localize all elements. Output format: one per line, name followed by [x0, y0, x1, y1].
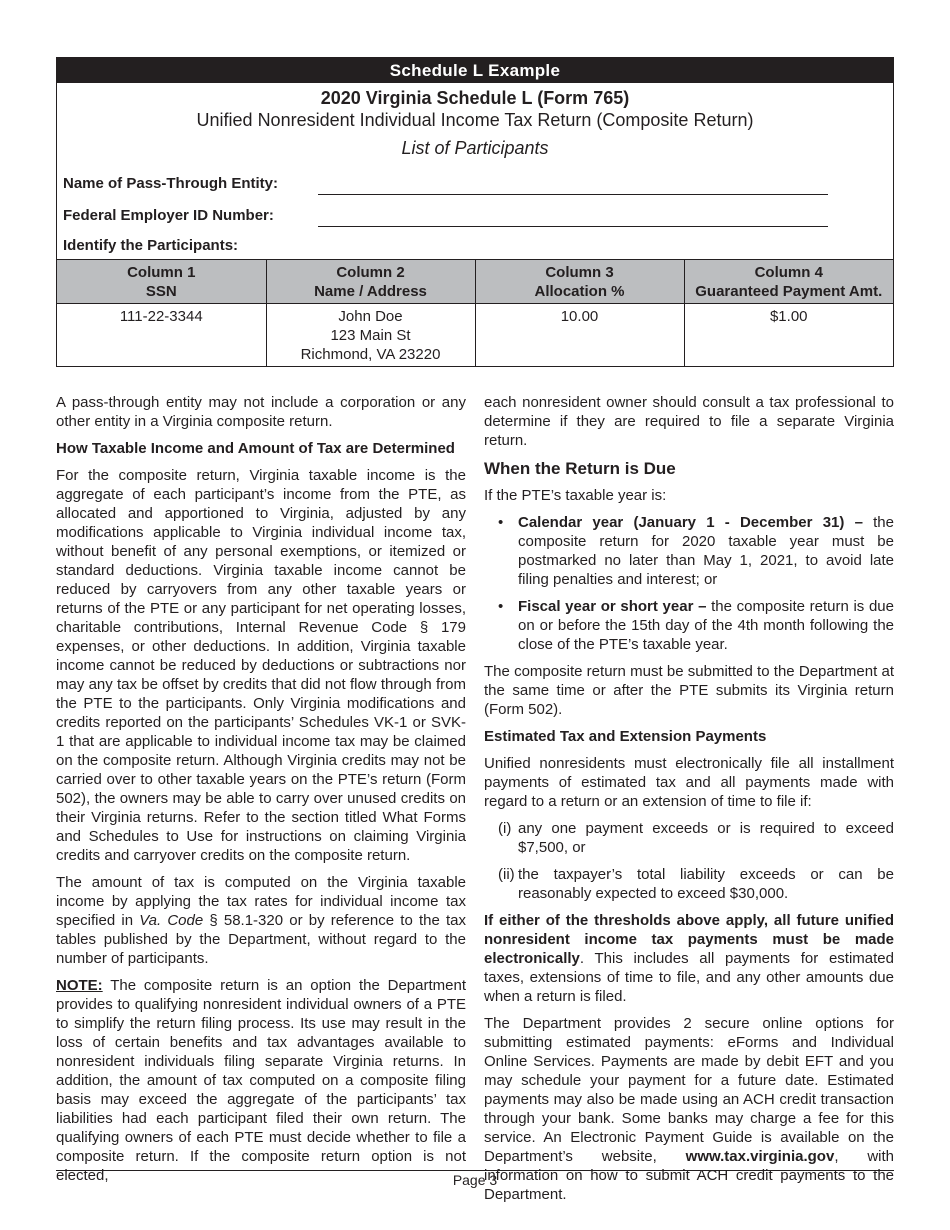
section-heading: Estimated Tax and Extension Payments [484, 728, 767, 745]
fein-row [57, 203, 893, 235]
form-title: 2020 Virginia Schedule L (Form 765) [320, 88, 630, 108]
column-header [57, 260, 266, 304]
paragraph: If the PTE’s taxable year is: [484, 487, 667, 504]
column-number: Column 3 [545, 264, 614, 281]
text-run: The Department provides 2 secure online options for submitting estimated payments: eForms and Individual Online Services. Payments are made by debit EFT and you may schedule your payment for a future date. Estimated payments may also be made using an ACH credit transaction through your bank. Some banks may charge a fee for this service. An Electronic Payment Guide is available on the Department’s website, [484, 1015, 894, 1165]
fein-field[interactable] [318, 203, 828, 227]
column-header [475, 260, 684, 304]
column-number: Column 4 [754, 264, 823, 281]
participant-city: Richmond, VA 23220 [300, 346, 441, 363]
table-header-row [57, 260, 893, 304]
left-column [56, 393, 466, 1193]
paragraph: A pass-through entity may not include a corporation or any other entity in a Virginia composite return. [56, 394, 466, 430]
name-address-cell [266, 304, 475, 367]
list-item [484, 865, 894, 903]
text-run: , with information on how to submit ACH credit payments to the Department. [484, 1148, 894, 1203]
section-heading: When the Return is Due [484, 459, 676, 478]
list-number: (i) [498, 820, 512, 837]
allocation-cell: 10.00 [475, 304, 684, 367]
section-heading: How Taxable Income and Amount of Tax are Determined [56, 440, 455, 457]
code-citation: Va. Code [139, 912, 204, 929]
text-run: The composite return is an option the Department provides to qualifying nonresident individual owners of a PTE to simplify the return filing process. Its use may result in the loss of certain benefits and tax advantages available to nonresident individuals filing separate Virginia returns. In addition, the amount of tax computed on a composite filing basis may exceed the aggregate of the participants’ tax liabilities had each participant filed their own return. The qualifying owners of each PTE must decide whether to file a composite return. If the composite return option is not elected, [56, 977, 466, 1184]
column-title: Name / Address [314, 283, 427, 300]
paragraph: For the composite return, Virginia taxable income is the aggregate of each participant’s income from the PTE, as allocated and apportioned to Virginia, adjusted by any modifications applicable to Virginia individual income tax, without benefit of any personal exemptions, or itemized or standard deductions. Virginia taxable income cannot be reduced by carryovers from any other taxable years or returns of the PTE or any participant for net operating losses, charitable contributions, Internal Revenue Code § 179 expenses, or other deductions. In addition, Virginia taxable income cannot be reduced by deductions or subtractions nor may any tax be offset by credits that did not flow through from the PTE to the participants. Only Virginia modifications and credits reported on the participants’ Schedules VK-1 or SVK-1 that are applicable to individual income tax may be claimed on the composite return. Although Virginia credits may not be carried over to other taxable years on the PTE’s return (Form 502), the owners may be able to carry over unused credits on their Virginia returns. Refer to the section titled What Forms and Schedules to Use for instructions on claiming Virginia credits and carryover credits on the composite return. [56, 467, 466, 864]
participant-street: 123 Main St [330, 327, 411, 344]
participant-name: John Doe [338, 308, 403, 325]
column-number: Column 1 [127, 264, 196, 281]
form-subtitle: Unified Nonresident Individual Income Tax Return (Composite Return) [196, 110, 754, 130]
list-item [484, 819, 894, 857]
table-row [57, 304, 893, 367]
list-item [484, 597, 894, 654]
text-run: the composite return is due on or before the 15th day of the 4th month following the close of the PTE’s taxable year. [518, 598, 894, 653]
text-run: The amount of tax is computed on the Virginia taxable income by applying the tax rates for individual income tax specified in [56, 874, 466, 929]
payment-cell: $1.00 [684, 304, 893, 367]
bold-run: If either of the thresholds above apply, all future unified nonresident income tax payments must be made electronically [484, 912, 894, 967]
column-header [684, 260, 893, 304]
bullet-icon: • [498, 598, 504, 615]
right-column [484, 393, 894, 1212]
column-title: Allocation % [534, 283, 625, 300]
website-link[interactable]: www.tax.virginia.gov [685, 1148, 835, 1165]
list-number: (ii) [498, 866, 515, 883]
column-title: Guaranteed Payment Amt. [695, 283, 883, 300]
note-label: NOTE: [56, 977, 103, 994]
participants-table [57, 259, 893, 366]
paragraph [56, 873, 466, 968]
text-run: any one payment exceeds or is required to exceed $7,500, or [518, 820, 894, 856]
column-title: SSN [145, 283, 177, 300]
ssn-cell: 111-22-3344 [57, 304, 266, 367]
schedule-banner: Schedule L Example [57, 58, 893, 83]
entity-name-field[interactable] [318, 171, 828, 195]
fein-label: Federal Employer ID Number: [63, 207, 274, 224]
paragraph: The composite return must be submitted to the Department at the same time or after the PTE submits its Virginia return (Form 502). [484, 663, 894, 718]
page-number: Page 3 [452, 1172, 498, 1188]
entity-name-row [57, 171, 893, 203]
text-run: the taxpayer’s total liability exceeds or can be reasonably expected to exceed $30,000. [518, 866, 894, 902]
bold-run: Fiscal year or short year – [518, 598, 707, 615]
bold-run: Calendar year (January 1 - December 31) – [518, 514, 863, 531]
column-number: Column 2 [336, 264, 405, 281]
entity-name-label: Name of Pass-Through Entity: [63, 175, 279, 192]
text-run: . This includes all payments for estimated taxes, extensions of time to file, and any other amounts due when a return is filed. [484, 950, 894, 1005]
schedule-l-example [56, 57, 894, 367]
paragraph: each nonresident owner should consult a tax professional to determine if they are required to file a separate Virginia return. [484, 394, 894, 449]
bullet-icon: • [498, 514, 504, 531]
list-item [484, 513, 894, 589]
paragraph [484, 911, 894, 1006]
text-run: § 58.1-320 or by reference to the tax tables published by the Department, without regard to the number of participants. [56, 912, 466, 967]
paragraph: Unified nonresidents must electronically file all installment payments of estimated tax and all payments made with regard to a return or an extension of time to file if: [484, 755, 894, 810]
note-paragraph [56, 976, 466, 1185]
list-title: List of Participants [401, 138, 549, 158]
text-run: the composite return for 2020 taxable year must be postmarked no later than May 1, 2021, to avoid late filing penalties and interest; or [518, 514, 894, 588]
column-header [266, 260, 475, 304]
identify-participants-label: Identify the Participants: [63, 237, 239, 254]
footer-divider [56, 1170, 894, 1171]
